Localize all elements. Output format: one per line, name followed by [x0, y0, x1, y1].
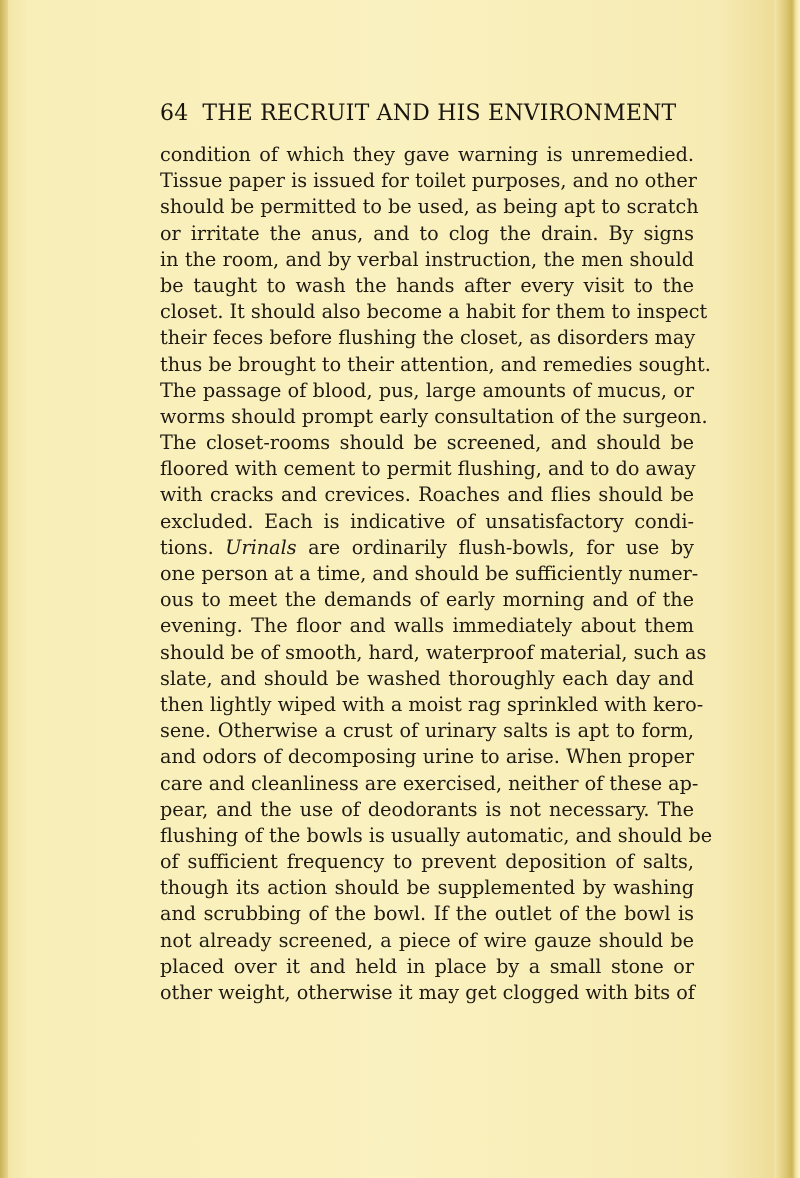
text-line: should be of smooth, hard, waterproof material, such as: [160, 640, 707, 664]
text-line: sene. Otherwise a crust of urinary salts is apt to form,: [160, 719, 694, 743]
text-line: flushing of the bowls is usually automatic, and should be: [160, 823, 713, 847]
text-line: or irritate the anus, and to clog the drain. By signs: [160, 221, 694, 245]
text-line: slate, and should be washed thoroughly each day and: [160, 666, 694, 690]
text-line: ous to meet the demands of early morning and of the: [160, 588, 694, 612]
text-line: thus be brought to their attention, and remedies sought.: [160, 352, 711, 376]
text-line: placed over it and held in place by a small stone or: [160, 954, 694, 978]
text-line: evening. The floor and walls immediately about them: [160, 614, 694, 638]
text-line-mixed: [160, 535, 694, 561]
text-line: and odors of decomposing urine to arise. When proper: [160, 745, 694, 769]
text-line: not already screened, a piece of wire gauze should be: [160, 928, 694, 952]
page-left-edge: [0, 0, 8, 1178]
text-line: closet. It should also become a habit for them to inspect: [160, 300, 708, 324]
text-line: pear, and the use of deodorants is not necessary. The: [160, 797, 694, 821]
page-number: 64: [160, 101, 189, 126]
text-line: then lightly wiped with a moist rag sprinkled with kero-: [160, 692, 704, 716]
text-line: should be permitted to be used, as being apt to scratch: [160, 195, 699, 219]
text-fragment: tions.: [160, 535, 214, 559]
text-line: other weight, otherwise it may get clogged with bits of: [160, 981, 695, 1004]
text-fragment: are ordinarily flush-bowls, for use by: [308, 535, 694, 559]
text-line: and scrubbing of the bowl. If the outlet of the bowl is: [160, 902, 694, 926]
text-line: with cracks and crevices. Roaches and flies should be: [160, 483, 694, 507]
text-line: excluded. Each is indicative of unsatisfactory condi-: [160, 509, 694, 533]
text-line: their feces before flushing the closet, as disorders may: [160, 326, 696, 350]
text-line: of sufficient frequency to prevent deposition of salts,: [160, 850, 694, 874]
text-line: The passage of blood, pus, large amounts of mucus, or: [160, 378, 694, 402]
page-right-edge: [774, 0, 800, 1178]
text-line: Tissue paper is issued for toilet purposes, and no other: [160, 169, 697, 193]
text-line: be taught to wash the hands after every visit to the: [160, 273, 694, 297]
text-line: worms should prompt early consultation of the surgeon.: [160, 404, 708, 428]
text-line: though its action should be supplemented by washing: [160, 876, 694, 900]
text-line: The closet-rooms should be screened, and should be: [160, 431, 694, 455]
italic-term: Urinals: [225, 535, 297, 559]
text-line: one person at a time, and should be sufficiently numer-: [160, 562, 699, 585]
running-title: THE RECRUIT AND HIS ENVIRONMENT: [202, 101, 677, 126]
text-line: condition of which they gave warning is unremedied.: [160, 143, 694, 166]
text-line: floored with cement to permit flushing, and to do away: [160, 457, 696, 481]
text-line: care and cleanliness are exercised, neither of these ap-: [160, 771, 699, 795]
body-text: [160, 142, 713, 1006]
running-header: [160, 101, 720, 126]
text-line: in the room, and by verbal instruction, the men should: [160, 247, 694, 271]
